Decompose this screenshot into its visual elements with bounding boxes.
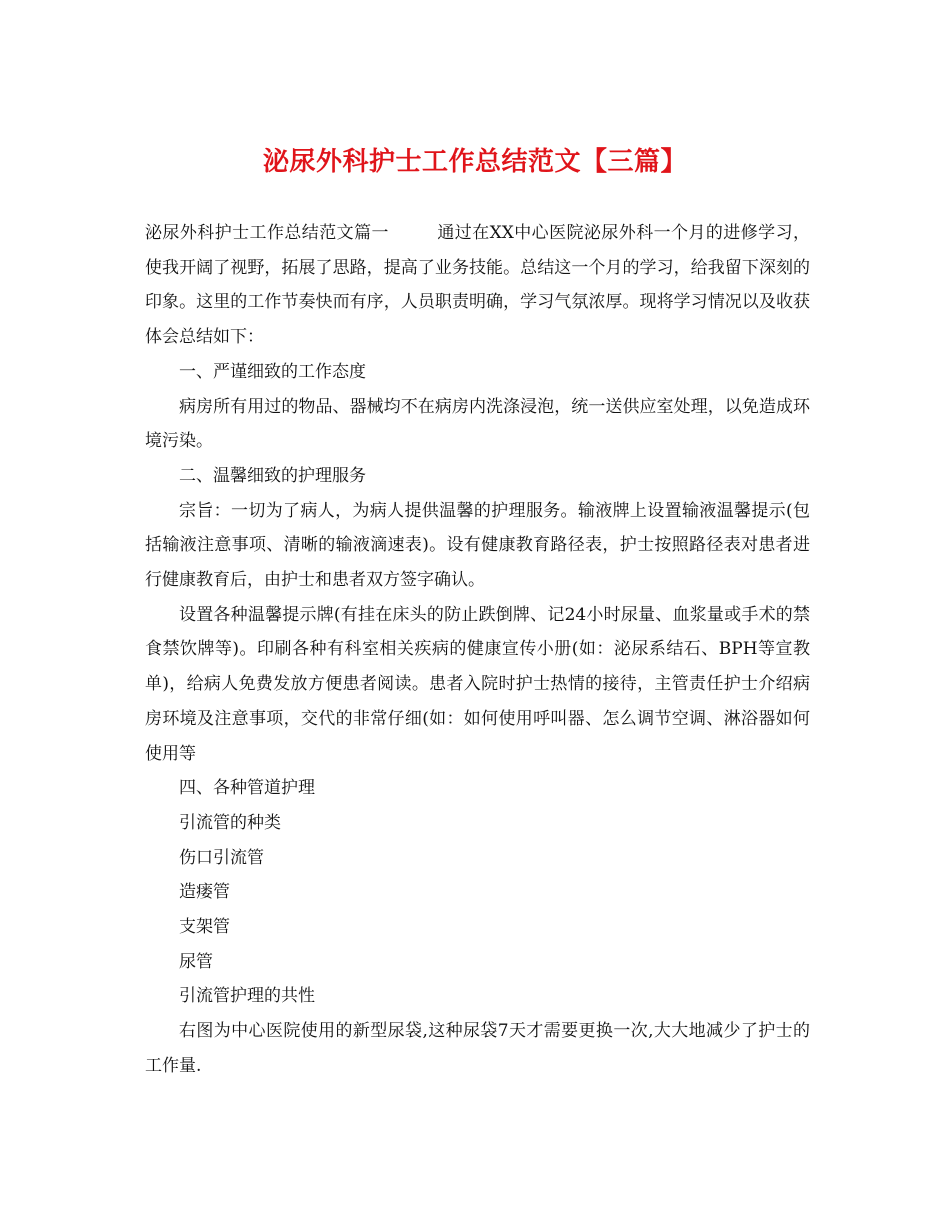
document-body <box>145 216 810 1084</box>
section-heading-2: 二、温馨细致的护理服务 <box>179 465 366 486</box>
list-item: 造瘘管 <box>179 882 230 903</box>
paragraph-3: 设置各种温馨提示牌(有挂在床头的防止跌倒牌、记24小时尿量、血浆量或手术的禁食禁饮牌等)。印刷各种有科室相关疾病的健康宣传小册(如：泌尿系结石、BPH等宣教单)，给病人免费发放方便患者阅读。患者入院时护士热情的接待，主管责任护士介绍病房环境及注意事项，交代的非常仔细(如：如何使用呼叫器、怎么调节空调、淋浴器如何使用等 <box>145 604 810 764</box>
intro-label: 泌尿外科护士工作总结范文篇一 <box>145 223 389 243</box>
intro-paragraph <box>145 216 810 355</box>
list-item: 支架管 <box>179 917 230 938</box>
document-title: 泌尿外科护士工作总结范文【三篇】 <box>262 147 687 177</box>
paragraph-1: 病房所有用过的物品、器械均不在病房内洗涤浸泡，统一送供应室处理，以免造成环境污染。 <box>145 396 810 452</box>
list-item: 伤口引流管 <box>179 847 264 868</box>
intro-text: 通过在XX中心医院泌尿外科一个月的进修学习，使我开阔了视野，拓展了思路，提高了业务技能。总结这一个月的学习，给我留下深刻的印象。这里的工作节奏快而有序，人员职责明确，学习气氛浓厚。现将学习情况以及收获体会总结如下： <box>145 223 810 348</box>
paragraph-2: 宗旨：一切为了病人，为病人提供温馨的护理服务。输液牌上设置输液温馨提示(包括输液注意事项、清晰的输液滴速表)。设有健康教育路径表，护士按照路径表对患者进行健康教育后，由护士和患者双方签字确认。 <box>145 500 810 591</box>
section-heading-1: 一、严谨细致的工作态度 <box>179 361 366 382</box>
paragraph-final: 右图为中心医院使用的新型尿袋,这种尿袋7天才需要更换一次,大大地减少了护士的工作量. <box>145 1021 810 1076</box>
list-item: 引流管的种类 <box>179 812 281 833</box>
list-item: 引流管护理的共性 <box>179 986 315 1007</box>
list-item: 尿管 <box>179 951 213 972</box>
section-heading-4: 四、各种管道护理 <box>179 778 315 799</box>
